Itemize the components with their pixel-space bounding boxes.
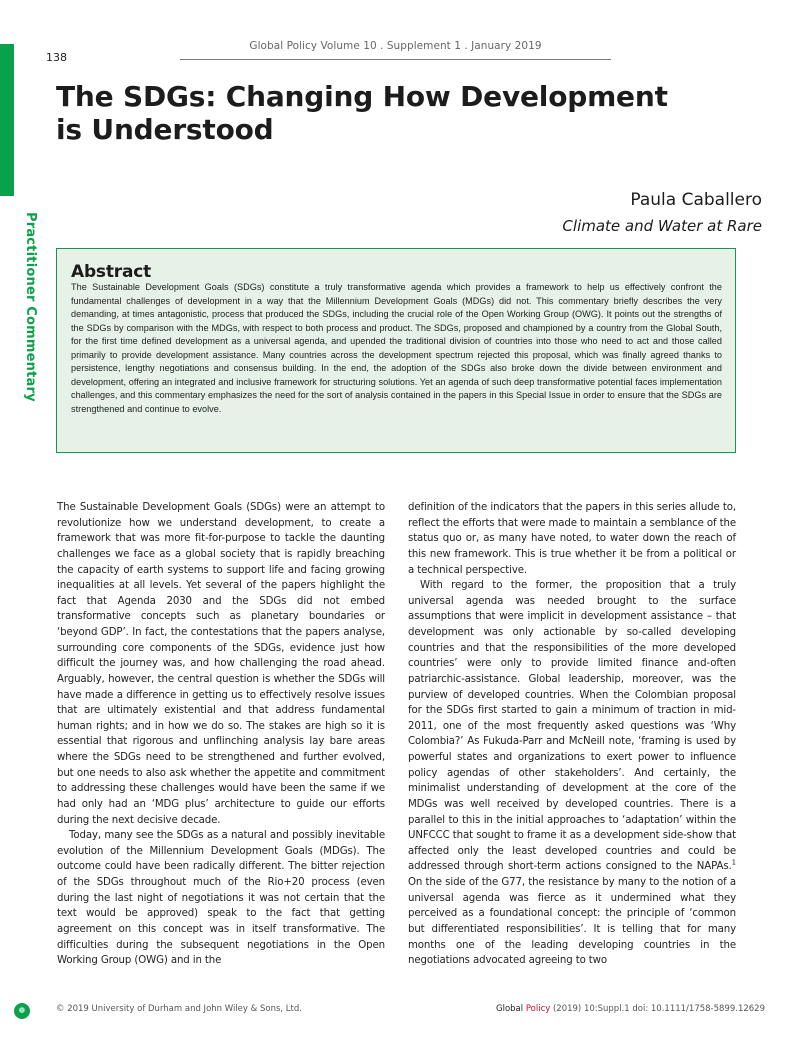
citation-line [496,1004,765,1014]
section-label [22,212,38,402]
body-column-right [408,500,736,969]
section-color-bar [0,44,14,196]
body-column-left [57,500,385,969]
header-rule [180,59,611,60]
paragraph-text: With regard to the former, the proposition that a truly universal agenda was needed brought to the surface assumptions that were implicit in development assistance – that development was only actionable by so-called developing countries and that the responsibilities of the more developed countries’ were only to provide limited finance and-often patriarchic-assistance. Global leadership, moreover, was the purview of developed countries. When the Colombian proposal for the SDGs first started to gain a minimum of traction in mid-2011, one of the most frequently asked questions was ‘Why Colombia?’ As Fukuda-Parr and McNeill note, ‘framing is used by powerful states and organizations to exert power to influence policy agendas of other stakeholders’. And certainly, the minimalist understanding of development at the core of the MDGs was well received by developed countries. There is a parallel to this in the initial approaches to ‘adaptation’ within the UNFCCC that sought to frame it as a development side-show that affected only the least developed countries and could be addressed through short-term actions consigned to the NAPAs. [408,580,736,873]
abstract-text: The Sustainable Development Goals (SDGs) constitute a truly transformative agenda which provides a framework to help us effectively confront the fundamental challenges of development in a way that the Millennium Development Goals (MDGs) did not. This commentary briefly describes the very demanding, at times antagonistic, process that produced the SDGs, including the crucial role of the Open Working Group (OWG). It points out the strengths of the SDGs by comparison with the MDGs, with respect to both process and product. The SDGs, proposed and championed by a country from the Global South, for the first time defined development as a universal agenda, and upended the traditional division of countries into those who need to act and those called primarily to provide development assistance. Many countries across the development spectrum rejected this proposal, which was finally agreed thanks to persistence, lengthy negotiations and consensus building. In the end, the adoption of the SDGs also broke down the divide between environment and development, offering an integrated and inclusive framework for structuring solutions. Yet an agenda of such deep transformative potential faces implementation challenges, and this commentary emphasizes the need for the sort of analysis contained in the papers in this Special Issue in order to ensure that the SDGs are strengthened and continue to evolve. [71,282,722,414]
running-head: Global Policy Volume 10 . Supplement 1 . January 2019 [249,40,542,52]
doi-text[interactable]: (2019) 10:Suppl.1 doi: 10.1111/1758-5899.12629 [552,1004,765,1014]
journal-name-policy: Policy [525,1004,551,1014]
copyright-notice: © 2019 University of Durham and John Wiley & Sons, Ltd. [56,1004,302,1014]
abstract-box [56,248,736,453]
footnote-marker[interactable]: 1 [731,858,736,867]
paragraph: The Sustainable Development Goals (SDGs) were an attempt to revolutionize how we understand development, to create a framework that was more fit-for-purpose to tackle the daunting challenges we face as a global society that is rapidly breaching the capacity of earth systems to support life and facing growing inequalities at all levels. Yet several of the papers highlight the fact that Agenda 2030 and the SDGs did not embed transformative concepts such as planetary boundaries or ‘beyond GDP’. In fact, the contestations that the papers analyse, surrounding core components of the SDGs, evidence just how difficult the journey was, and how challenging the road ahead. Arguably, however, the central question is whether the SDGs will have made a difference in getting us to effectively resolve issues that are ultimately existential and that address fundamental human rights; and in how we do so. The stakes are high so it is essential that rigorous and unflinching analysis lay bare areas where the SDGs need to be strengthened and further evolved, but one needs to also ask whether the appetite and commitment to addressing these challenges would have been the same if we had only had an ‘MDG plus’ architecture to guide our efforts during the next decisive decade. [57,502,385,826]
author-affiliation: Climate and Water at Rare [562,217,762,235]
paragraph: definition of the indicators that the papers in this series allude to, reflect the efforts that were made to maintain a semblance of the status quo or, as many have noted, to water down the reach of this new framework. This is true whether it be from a political or a technical perspective. [408,502,736,576]
paragraph [408,578,736,969]
logo-glyph: ❁ [18,1006,26,1015]
paragraph-text: On the side of the G77, the resistance by many to the notion of a universal agenda was fierce as it undermined what they perceived as a foundational concept: the principle of ‘common but differentiated responsibilities’. It is telling that for many months one of the leading developing countries in the negotiations advocated agreeing to two [408,877,736,967]
journal-name-global: Global [496,1004,524,1014]
article-title: The SDGs: Changing How Development is Understood [56,80,668,146]
abstract-heading: Abstract [71,262,152,282]
section-label-text: Practitioner Commentary [23,212,38,402]
page-number: 138 [46,51,67,64]
paragraph: Today, many see the SDGs as a natural and possibly inevitable evolution of the Millennium Development Goals (MDGs). The outcome could have been radically different. The bitter rejection of the SDGs throughout much of the Rio+20 process (even during the last night of negotiations it was not certain that the text would be approved) speak to the fact that getting agreement on this concept was in itself transformative. The difficulties during the subsequent negotiations in the Open Working Group (OWG) and in the [57,830,385,967]
publisher-logo-icon [14,1003,30,1019]
author-name: Paula Caballero [630,190,762,210]
